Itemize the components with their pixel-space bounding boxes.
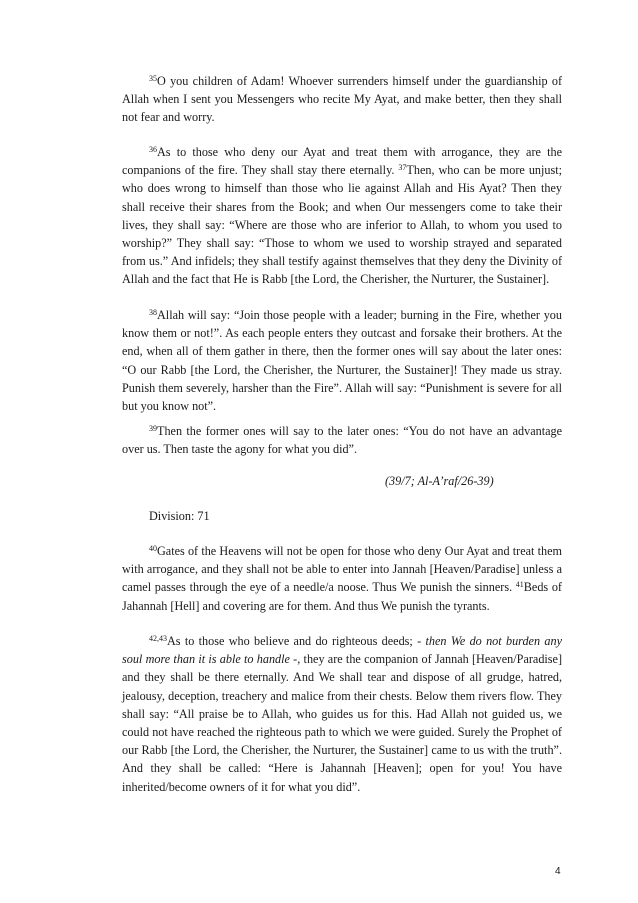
- paragraph-verse-36-37: [122, 143, 562, 289]
- verse-number: 40: [149, 544, 157, 553]
- verse-number: 42,43: [149, 634, 167, 643]
- paragraph-verse-40-41: [122, 542, 562, 615]
- verse-text: Allah will say: “Join those people with a leader; burning in the Fire, whether you know them or not!”. As each people enters they outcast and forsake their brothers. At the end, when all of them gather in there, then the former ones will say about the later ones: “O our Rabb [the Lord, the Cherisher, the Nurturer, the Sustainer]! They made us stray. Punish them severely, harsher than the Fire”. Allah will say: “Punishment is severe for all but you know not”.: [122, 308, 562, 414]
- division-heading: Division: 71: [149, 509, 210, 523]
- paragraph-verse-39: [122, 422, 562, 458]
- verse-text: As to those who deny our Ayat and treat them with arrogance, they are the companions of the fire. They shall stay there eternally.: [122, 145, 562, 178]
- verse-text: Beds of Jahannah [Hell] and covering are for them. And thus We punish the tyrants.: [122, 580, 562, 613]
- verse-number: 41: [515, 580, 524, 590]
- verse-text: , they are the companion of Jannah [Heaven/Paradise] and they shall be there eternally. And We shall tear and dispose of all grudge, hatred, jealousy, deception, treachery and malice from their chests. Below them rivers flow. They shall say: “All praise be to Allah, who guides us for this. Had Allah not guided us, we could not have reached the righteous path to which we were guided. Surely the Prophet of our Rabb [the Lord, the Cherisher, the Nurturer, the Sustainer] came to us with the truth”. And they shall be called: “Here is Jahannah [Heaven]; open for you! You have inherited/become owners of it for what you did”.: [122, 652, 563, 794]
- page-number: 4: [555, 866, 561, 877]
- verse-italic-text: - then We do not burden any soul more than it is able to handle -: [122, 634, 562, 667]
- verse-number: 36: [149, 145, 157, 154]
- verse-number: 39: [149, 424, 157, 433]
- verse-number: 38: [149, 308, 157, 317]
- verse-number: 37: [398, 163, 407, 173]
- paragraph-verse-42-43: [122, 632, 562, 796]
- paragraph-verse-38: [122, 306, 562, 415]
- verse-text: Then, who can be more unjust; who does wrong to himself than those who lie against Allah and His Ayat? Then they shall receive their shares from the Book; and when Our messengers come to take their lives, they shall say: “Where are those who are inferior to Allah, to whom you used to worship?” They shall say: “Those to whom we used to worship strayed and separated from us.” And infidels; they shall testify against themselves that they deny the Divinity of Allah and the fact that He is Rabb [the Lord, the Cherisher, the Nurturer, the Sustainer].: [122, 163, 563, 287]
- verse-text: As to those who believe and do righteous deeds;: [167, 634, 418, 648]
- verse-text: Gates of the Heavens will not be open for those who deny Our Ayat and treat them with arrogance, and they shall not be able to enter into Jannah [Heaven/Paradise] unless a camel passes through the eye of a needle/a noose. Thus We punish the sinners.: [122, 544, 562, 595]
- verse-number: 35: [149, 74, 157, 83]
- surah-reference: (39/7; Al-A’raf/26-39): [385, 474, 494, 488]
- verse-text: Then the former ones will say to the later ones: “You do not have an advantage over us. Then taste the agony for what you did”.: [122, 424, 562, 457]
- paragraph-verse-35: [122, 72, 562, 127]
- verse-text: O you children of Adam! Whoever surrenders himself under the guardianship of Allah when I sent you Messengers who recite My Ayat, and make better, then they shall not fear and worry.: [122, 74, 562, 125]
